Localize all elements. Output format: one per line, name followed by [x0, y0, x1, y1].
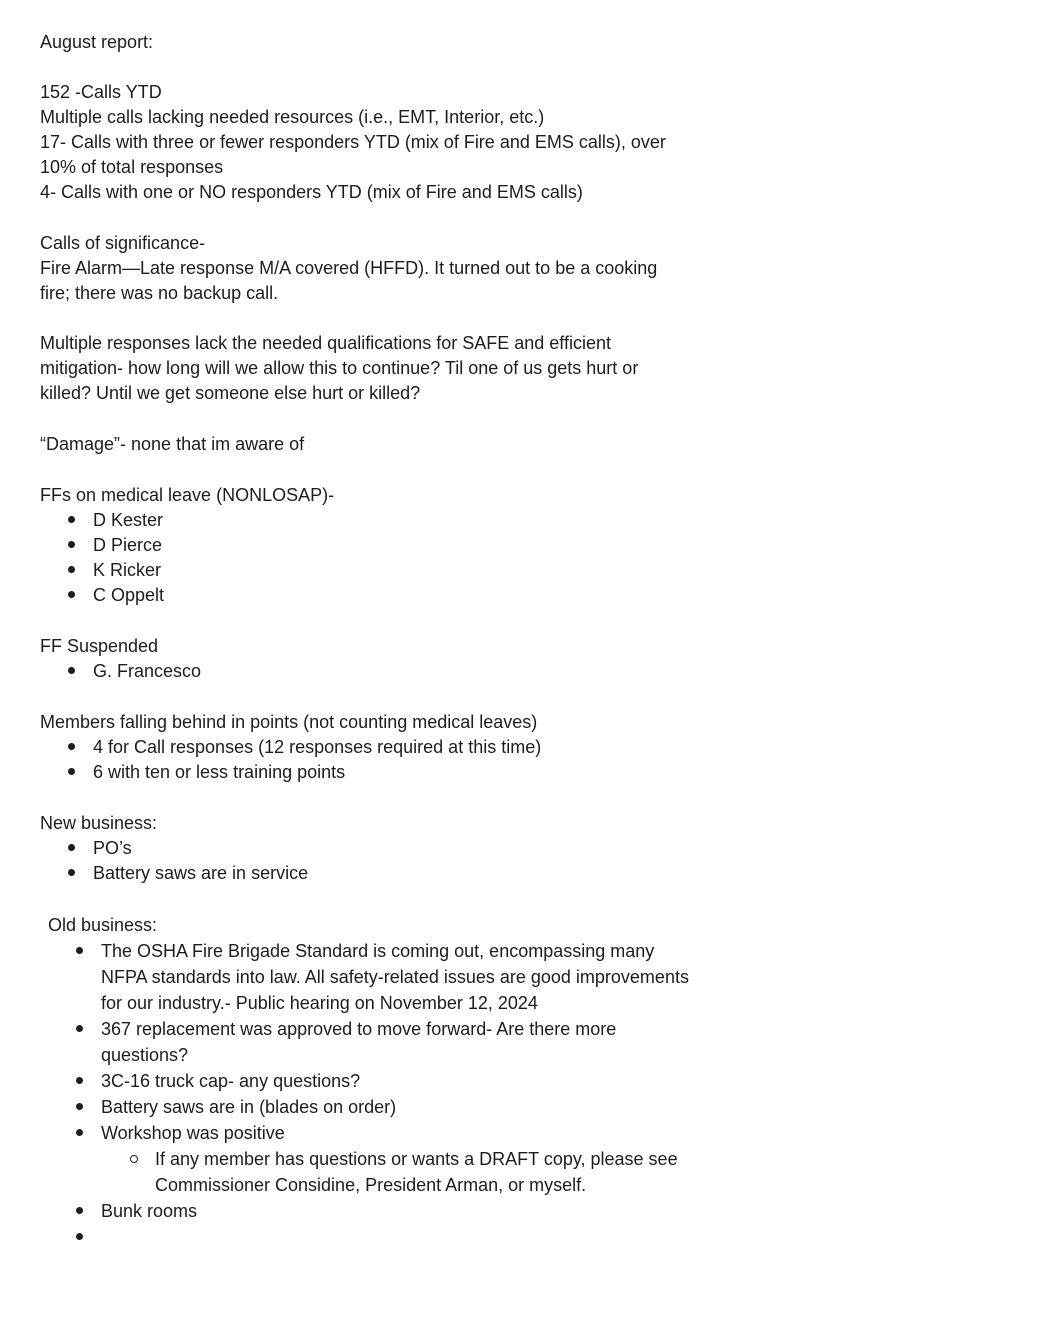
osha-line-3: for our industry.- Public hearing on November 12, 2024 [101, 993, 538, 1013]
bullet-icon [76, 1025, 83, 1032]
replacement-line-1: 367 replacement was approved to move forward- Are there more [101, 1019, 617, 1039]
replacement-line-2: questions? [101, 1045, 189, 1065]
calls-ytd-line: 152 -Calls YTD [40, 82, 162, 102]
bullet-icon [76, 1077, 83, 1084]
medical-leave-item: D Pierce [93, 535, 163, 555]
osha-line-2: NFPA standards into law. All safety-related issues are good improvements [101, 967, 689, 987]
significance-line-2: fire; there was no backup call. [40, 283, 279, 303]
osha-line-1: The OSHA Fire Brigade Standard is coming out, encompassing many [101, 941, 655, 961]
new-business-item: Battery saws are in service [93, 863, 309, 883]
bullet-icon [68, 516, 75, 523]
bullet-icon [68, 541, 75, 548]
suspended-heading: FF Suspended [40, 636, 159, 656]
draft-line-1: If any member has questions or wants a DRAFT copy, please see [155, 1149, 678, 1169]
battery-saws-line: Battery saws are in (blades on order) [101, 1097, 397, 1117]
points-item: 4 for Call responses (12 responses required at this time) [93, 737, 542, 757]
report-title: August report: [40, 32, 154, 52]
bunk-rooms-line: Bunk rooms [101, 1201, 198, 1221]
bullet-icon [68, 768, 75, 775]
workshop-line: Workshop was positive [101, 1123, 285, 1143]
draft-line-2: Commissioner Considine, President Arman, or myself. [155, 1175, 587, 1195]
points-heading: Members falling behind in points (not counting medical leaves) [40, 712, 538, 732]
one-or-none-line: 4- Calls with one or NO responders YTD (mix of Fire and EMS calls) [40, 182, 583, 202]
damage-line: “Damage”- none that im aware of [40, 434, 305, 454]
medical-leave-item: D Kester [93, 510, 164, 530]
significance-heading: Calls of significance- [40, 233, 206, 253]
bullet-icon [68, 667, 75, 674]
bullet-icon [68, 844, 75, 851]
three-or-fewer-line-1: 17- Calls with three or fewer responders YTD (mix of Fire and EMS calls), over [40, 132, 666, 152]
qualifications-line-3: killed? Until we get someone else hurt or killed? [40, 383, 421, 403]
lacking-resources-line: Multiple calls lacking needed resources (i.e., EMT, Interior, etc.) [40, 107, 545, 127]
new-business-item: PO’s [93, 838, 132, 858]
bullet-icon [76, 1207, 83, 1214]
new-business-heading: New business: [40, 813, 158, 833]
qualifications-line-2: mitigation- how long will we allow this to continue? Til one of us gets hurt or [40, 358, 639, 378]
bullet-icon [68, 566, 75, 573]
qualifications-line-1: Multiple responses lack the needed qualifications for SAFE and efficient [40, 333, 611, 353]
bullet-icon [68, 869, 75, 876]
bullet-icon [76, 1129, 83, 1136]
points-item: 6 with ten or less training points [93, 762, 346, 782]
sub-bullet-icon [130, 1155, 138, 1163]
three-or-fewer-line-2: 10% of total responses [40, 157, 224, 177]
bullet-icon [76, 947, 83, 954]
significance-line-1: Fire Alarm—Late response M/A covered (HFFD). It turned out to be a cooking [40, 258, 658, 278]
suspended-item: G. Francesco [93, 661, 202, 681]
medical-leave-item: K Ricker [93, 560, 162, 580]
medical-leave-item: C Oppelt [93, 585, 165, 605]
bullet-icon [68, 591, 75, 598]
bullet-icon [76, 1233, 83, 1240]
truck-cap-line: 3C-16 truck cap- any questions? [101, 1071, 361, 1091]
medical-leave-heading: FFs on medical leave (NONLOSAP)- [40, 485, 335, 505]
old-business-heading: Old business: [48, 915, 158, 935]
bullet-icon [76, 1103, 83, 1110]
bullet-icon [68, 743, 75, 750]
